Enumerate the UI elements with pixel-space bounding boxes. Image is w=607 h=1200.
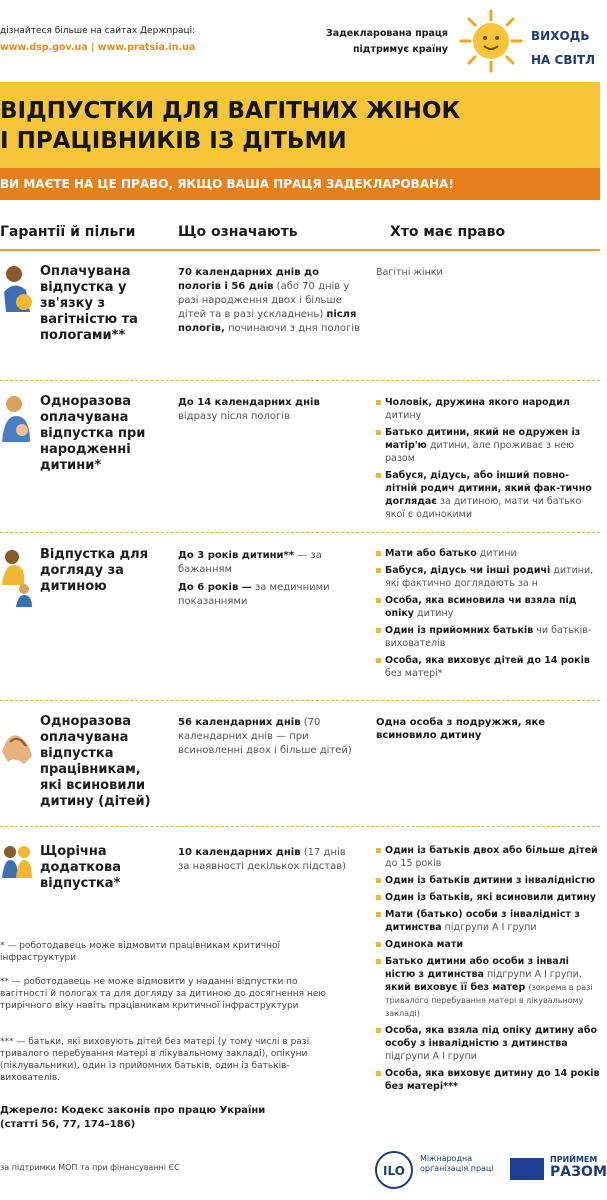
sun-logo-icon — [458, 8, 524, 74]
hands-icon — [0, 712, 34, 776]
row-meaning: До 14 календарних днів відразу після пологів — [178, 397, 320, 422]
list-item: Особа, яка взяла під опіку дитину або особу з інвалідністю з дитинства підгрупи А І групи — [376, 1024, 600, 1063]
row-meaning: 70 календарних днів до пологів і 56 днів (або 70 днів у разі народження двох і більше дітей та в разі ускладнень) після пологів, починаючи з дня пологів — [178, 267, 360, 334]
subtitle-bar — [0, 168, 600, 200]
list-item: Чоловік, дружина якого народил дитину — [376, 396, 600, 422]
pregnant-woman-icon — [0, 262, 34, 326]
row-meaning: До 3 років дитини** — за бажанням До 6 років — за медичними показаннями — [178, 550, 330, 607]
list-item: Одинока мати — [376, 938, 600, 951]
top-header — [0, 0, 600, 80]
row-meaning: 10 календарних днів (17 днів за наявності декількох підстав) — [178, 847, 347, 872]
list-item: Батько дитини, який не одружен із матір'ю дитини, але проживає з нею разом — [376, 426, 600, 465]
eu-flag-icon — [510, 1158, 544, 1180]
list-item: Бабуся, дідусь, або інший повно-літній родич дитини, який фак-тично доглядає за дитиною, мати чи батько якої є одинокими — [376, 469, 600, 521]
row-name: Відпустка для догляду за дитиною — [40, 547, 149, 594]
row-who — [376, 547, 600, 684]
list-item: Один із батьків дитини з інвалідністю — [376, 874, 600, 887]
footnote-2: ** — роботодавець не може відмовити у наданні відпустки по вагітності й пологах та для догляду за дитиною до досягнення нею трирічного віку навіть працівникам критичної інфраструктури — [0, 977, 326, 1011]
subtitle: ВИ МАЄТЕ НА ЦЕ ПРАВО, ЯКЩО ВАША ПРАЦЯ ЗАДЕКЛАРОВАНА! — [0, 177, 454, 191]
list-item: Один із батьків, які всиновили дитину — [376, 891, 600, 904]
list-item: Особа, яка виховує дитину до 14 років без матері*** — [376, 1067, 600, 1093]
svg-text:ILO: ILO — [383, 1164, 405, 1178]
list-item: Особа, яка всиновила чи взяла під опіку дитину — [376, 594, 600, 620]
parent-with-children-icon — [0, 545, 34, 609]
row-name: Одноразова оплачувана відпустка при народженні дитини* — [40, 394, 146, 473]
row-divider — [0, 532, 600, 533]
list-item: Мати (батько) особи з інвалідніст з дитинства підгрупи А І групи — [376, 908, 600, 934]
eu-campaign-text: ПРИЙМЕМ РАЗОМ — [550, 1155, 607, 1180]
father-with-baby-icon — [0, 392, 34, 456]
row-who: Вагітні жінки — [376, 267, 443, 278]
title-band — [0, 82, 600, 168]
row-meaning: 56 календарних днів (70 календарних днів — при всиновленні двох і більше дітей) — [178, 717, 352, 756]
source-note: Джерело: Кодекс законів про працю України (статті 56, 77, 174–186) — [0, 1105, 266, 1130]
ilo-text: Міжнародна організація праці — [420, 1154, 494, 1173]
list-item: Мати або батько дитини — [376, 547, 600, 560]
column-header-meaning: Що означають — [178, 224, 298, 240]
row-divider — [0, 826, 600, 827]
column-header-guarantees: Гарантії й пільги — [0, 224, 136, 240]
row-name: Щорічна додаткова відпустка* — [40, 844, 121, 891]
row-name: Одноразова оплачувана відпустка працівникам, які всиновили дитину (дітей) — [40, 714, 151, 809]
column-header-who: Хто має право — [390, 224, 506, 240]
family-icon — [0, 838, 34, 902]
list-item: Особа, яка виховує дітей до 14 років без матері* — [376, 654, 600, 680]
list-item: Бабуся, дідусь чи інші родичі дитини, які фактично доглядають за н — [376, 564, 600, 590]
footnote-3: *** — батьки, які виховують дітей без матері (у тому числі в разі тривалого перебування матері в лікувальному закладі), опікуни (піклувальники), один із прийомних батьків, один із батьків-вихователів. — [0, 1037, 310, 1083]
support-line: за підтримки МОП та при фінансуванні ЄС — [0, 1163, 180, 1172]
list-item: Один із прийомних батьків чи батьків-вихователів — [376, 624, 600, 650]
row-who — [376, 396, 600, 525]
website-links[interactable]: www.dsp.gov.ua | www.pratsia.in.ua — [0, 42, 196, 53]
row-divider — [0, 380, 600, 381]
ilo-logo-icon — [374, 1150, 414, 1190]
row-who: Одна особа з подружжя, яке всиновило дитину — [376, 717, 546, 741]
row-name: Оплачувана відпустка у зв'язку з вагітністю та пологами** — [40, 264, 138, 343]
footnote-1: * — роботодавець може відмовити працівникам критичної інфраструктури — [0, 941, 281, 963]
row-who — [376, 844, 600, 1097]
list-item: Батько дитини або особи з інвалі ністю з дитинства підгрупи А І групи, який виховує її без матер (зокрема в разі тривалого перебування матері в лікувальному закладі) — [376, 955, 600, 1020]
campaign-name: ВИХОДЬ НА СВІТЛ — [531, 29, 596, 67]
page-title: ВІДПУСТКИ ДЛЯ ВАГІТНИХ ЖІНОК І ПРАЦІВНИКІВ ІЗ ДІТЬМИ — [0, 98, 461, 154]
list-item: Один із батьків двох або більше дітей до 15 років — [376, 844, 600, 870]
row-divider — [0, 700, 600, 701]
info-line: дізнайтеся більше на сайтах Держпраці: — [0, 26, 196, 36]
header-divider — [0, 249, 600, 251]
slogan: Задекларована праця підтримує країну — [325, 28, 448, 55]
